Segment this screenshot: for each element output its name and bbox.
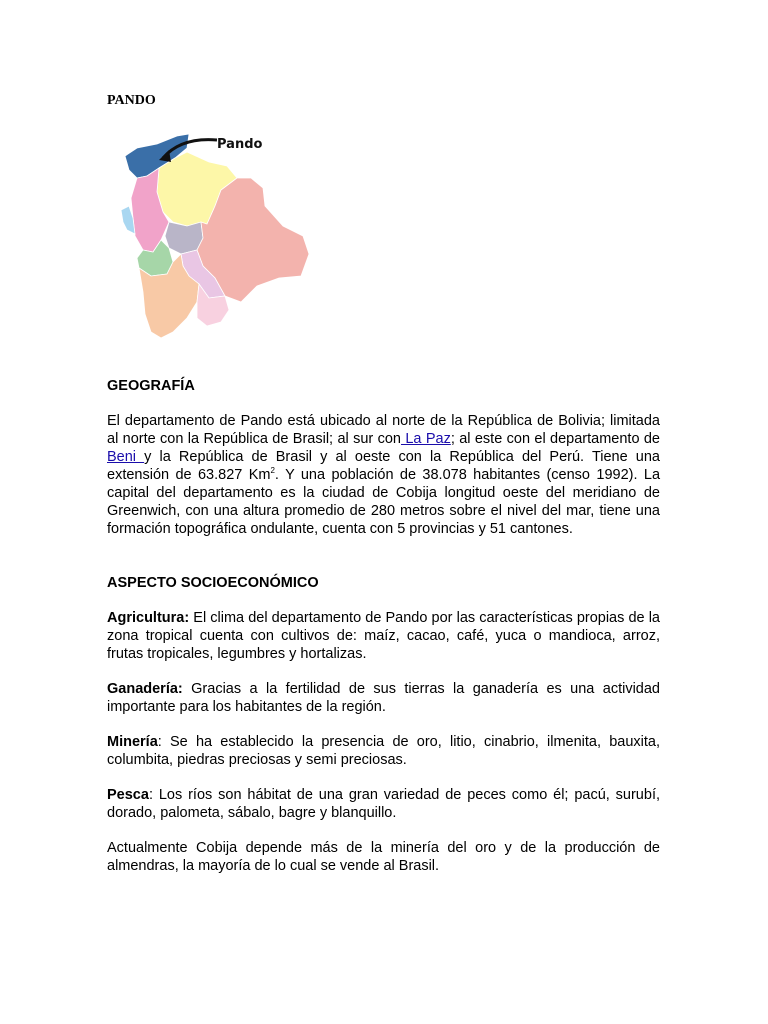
document-title: PANDO [107,93,156,108]
paragraph-geografia [107,412,660,538]
geo-text-a: El departamento de Pando está ubicado al norte de la República de Bolivia; limitada al norte con la República de Brasil; al sur con [107,413,660,447]
heading-geografia: GEOGRAFÍA [107,378,195,394]
bolivia-map [117,126,317,346]
geo-text-c: y la República de Brasil y al oeste con la República del Perú. Tiene una extensión de 63.827 Km [107,449,660,483]
paragraph-agricultura [107,609,660,663]
heading-socioeconomico: ASPECTO SOCIOECONÓMICO [107,575,319,591]
section-geografia [107,377,660,538]
geo-text-d: . Y una población de 38.078 habitantes (censo 1992). La capital del departamento es la ciudad de Cobija longitud oeste del meridiano de Greenwich, con una altura promedio de 280 metros sobre el nivel del mar, tiene una formación topográfica ondulante, cuenta con 5 provincias y 51 cantones. [107,467,661,537]
bolivia-map-svg [117,126,317,346]
text-ganaderia: Gracias a la fertilidad de sus tierras la ganadería es una actividad importante para los habitantes de la región. [107,681,660,715]
text-pesca: : Los ríos son hábitat de una gran variedad de peces como él; pacú, surubí, dorado, palometa, sábalo, bagre y blanquillo. [107,787,660,821]
section-socioeconomico [107,574,660,875]
link-la-paz[interactable]: La Paz [400,431,451,447]
document-page [107,92,661,874]
paragraph-pesca [107,786,660,822]
link-beni[interactable]: Beni [107,449,145,465]
superscript-2: 2 [270,466,275,476]
text-mineria: : Se ha establecido la presencia de oro, litio, cinabrio, ilmenita, bauxita, columbita, piedras preciosas y semi preciosas. [107,734,660,768]
paragraph-mineria [107,733,660,769]
geo-text-b: ; al este con el departamento de [450,431,660,447]
text-agricultura: El clima del departamento de Pando por las características propias de la zona tropical cuenta con cultivos de: maíz, cacao, café, yuca o mandioca, arroz, frutas tropicales, legumbres y hortalizas. [107,610,660,662]
paragraph-closing: Actualmente Cobija depende más de la minería del oro y de la producción de almendras, la mayoría de lo cual se vende al Brasil. [107,840,660,874]
label-pesca: Pesca [107,787,149,803]
label-mineria: Minería [107,734,158,750]
label-ganaderia: Ganadería: [107,681,183,697]
paragraph-ganaderia [107,680,660,716]
label-agricultura: Agricultura: [107,610,190,626]
map-label-pando: Pando [217,137,263,152]
